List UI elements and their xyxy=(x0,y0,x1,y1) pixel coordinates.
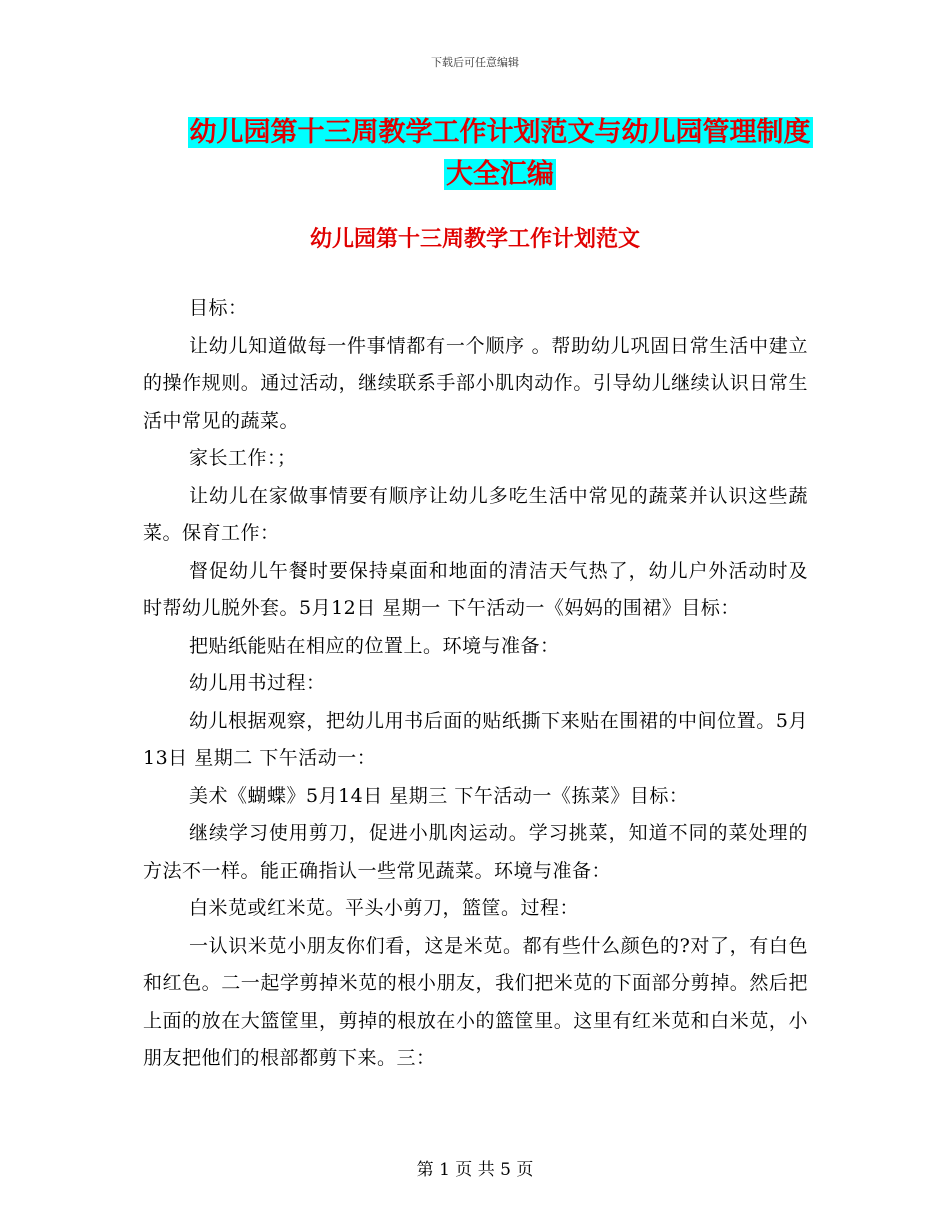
paragraph: 白米苋或红米苋。平头小剪刀，篮筐。过程： xyxy=(189,897,580,919)
paragraph: 把贴纸能贴在相应的位置上。环境与准备： xyxy=(189,634,560,657)
paragraph: 督促幼儿午餐时要保持桌面和地面的清洁天气热了，幼儿户外活动时及时帮幼儿脱外套。5月12日 星期一 下午活动一《妈妈的围裙》目标： xyxy=(143,559,808,619)
paragraph: 让幼儿在家做事情要有顺序让幼儿多吃生活中常见的蔬菜并认识这些蔬菜。保育工作： xyxy=(143,484,808,544)
paragraph: 继续学习使用剪刀，促进小肌肉运动。学习挑菜，知道不同的菜处理的方法不一样。能正确指认一些常见蔬菜。环境与准备： xyxy=(143,822,808,882)
paragraph: 家长工作：； xyxy=(189,447,297,469)
title-line-1: 幼儿园第十三周教学工作计划范文与幼儿园管理制度 xyxy=(189,117,811,148)
page-footer: 第 1 页 共 5 页 xyxy=(416,1160,534,1180)
page-header: 下载后可任意编辑 xyxy=(431,56,519,69)
paragraph: 一认识米苋小朋友你们看，这是米苋。都有些什么颜色的?对了，有白色和红色。二一起学剪掉米苋的根小朋友，我们把米苋的下面部分剪掉。然后把上面的放在大篮筐里，剪掉的根放在小的篮筐里。这里有红米苋和白米苋，小朋友把他们的根部都剪下来。三： xyxy=(143,934,808,1069)
paragraph: 美术《蝴蝶》5月14日 星期三 下午活动一《拣菜》目标： xyxy=(189,784,689,807)
body-text xyxy=(143,290,808,1078)
paragraph: 幼儿用书过程： xyxy=(189,672,326,694)
paragraph: 目标： xyxy=(189,297,248,319)
section-title: 幼儿园第十三周教学工作计划范文 xyxy=(309,227,640,252)
document-title xyxy=(185,112,815,196)
title-line-2: 大全汇编 xyxy=(446,159,554,190)
paragraph: 让幼儿知道做每一件事情都有一个顺序 。帮助幼儿巩固日常生活中建立的操作规则。通过活动，继续联系手部小肌肉动作。引导幼儿继续认识日常生活中常见的蔬菜。 xyxy=(143,334,808,432)
paragraph: 幼儿根据观察，把幼儿用书后面的贴纸撕下来贴在围裙的中间位置。5月13日 星期二 下午活动一： xyxy=(143,709,808,769)
